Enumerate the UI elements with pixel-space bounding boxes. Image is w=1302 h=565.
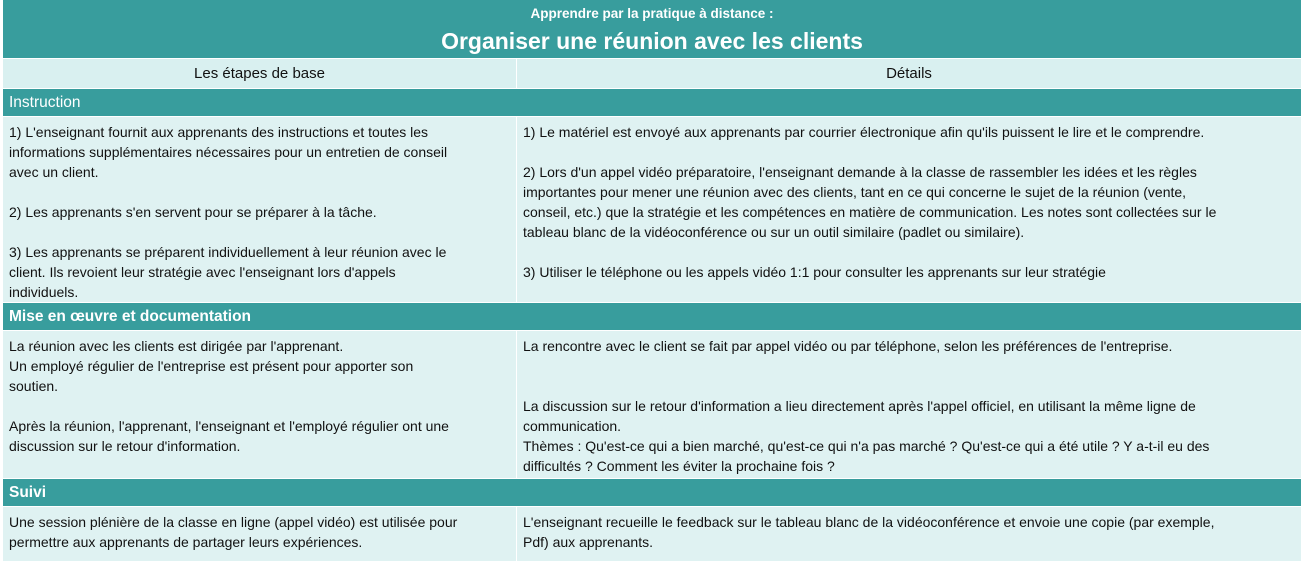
steps-cell (3, 331, 516, 478)
detail-text: La discussion sur le retour d'information a lieu directement après l'appel officiel, en utilisant la même ligne de communication. Thèmes : Qu'est-ce qui a bien marché, qu'est-ce qui n'a pas marché ? Qu'est-ce qui a été utile ? Y a-t-il eu des difficultés ? Comment les éviter la prochaine fois ? (523, 398, 1210, 474)
step-text: Après la réunion, l'apprenant, l'enseignant et l'employé régulier ont une discussion sur le retour d'information. (9, 418, 449, 454)
step-text: La réunion avec les clients est dirigée par l'apprenant. Un employé régulier de l'entreprise est présent pour apporter son soutien. (9, 338, 414, 394)
step-text: 1) L'enseignant fournit aux apprenants des instructions et toutes les informations supplémentaires nécessaires pour un entretien de conseil avec un client. (9, 124, 448, 180)
section-heading-implementation: Mise en œuvre et documentation (3, 303, 1301, 331)
detail-text: L'enseignant recueille le feedback sur le tableau blanc de la vidéoconférence et envoie une copie (par exemple, Pdf) aux apprenants. (523, 514, 1215, 550)
steps-cell (3, 507, 516, 561)
steps-cell (3, 117, 516, 302)
detail-text: 3) Utiliser le téléphone ou les appels vidéo 1:1 pour consulter les apprenants sur leur stratégie (523, 264, 1106, 280)
section-body-followup (3, 507, 1301, 562)
section-body-implementation (3, 331, 1301, 479)
detail-text: 2) Lors d'un appel vidéo préparatoire, l'enseignant demande à la classe de rassembler les idées et les règles importantes pour mener une réunion avec des clients, tant en ce qui concerne le sujet de la réunion (vente, conseil, etc.) que la stratégie et les compétences en matière de communication. Les notes sont collectées sur le tableau blanc de la vidéoconférence ou sur un outil similaire (padlet ou similaire). (523, 164, 1217, 240)
column-headers (3, 59, 1301, 89)
column-header-details: Détails (516, 59, 1301, 88)
table-header (3, 0, 1301, 59)
step-text: Une session plénière de la classe en ligne (appel vidéo) est utilisée pour permettre aux apprenants de partager leurs expériences. (9, 514, 458, 550)
column-header-steps: Les étapes de base (194, 65, 325, 82)
details-cell (516, 507, 1301, 561)
page-title: Organiser une réunion avec les clients (441, 28, 863, 54)
details-cell (516, 117, 1301, 302)
details-cell (516, 331, 1301, 478)
section-heading-instruction: Instruction (3, 89, 1301, 117)
document-table (3, 0, 1301, 562)
detail-text: La rencontre avec le client se fait par appel vidéo ou par téléphone, selon les préférences de l'entreprise. (523, 338, 1173, 354)
pretitle: Apprendre par la pratique à distance : (530, 6, 774, 21)
detail-text: 1) Le matériel est envoyé aux apprenants par courrier électronique afin qu'ils puissent le lire et le comprendre. (523, 124, 1205, 140)
step-text: 3) Les apprenants se préparent individuellement à leur réunion avec le client. Ils revoient leur stratégie avec l'enseignant lors d'appels individuels. (9, 244, 447, 300)
section-heading-followup: Suivi (3, 479, 1301, 507)
section-body-instruction (3, 117, 1301, 303)
step-text: 2) Les apprenants s'en servent pour se préparer à la tâche. (9, 204, 377, 220)
